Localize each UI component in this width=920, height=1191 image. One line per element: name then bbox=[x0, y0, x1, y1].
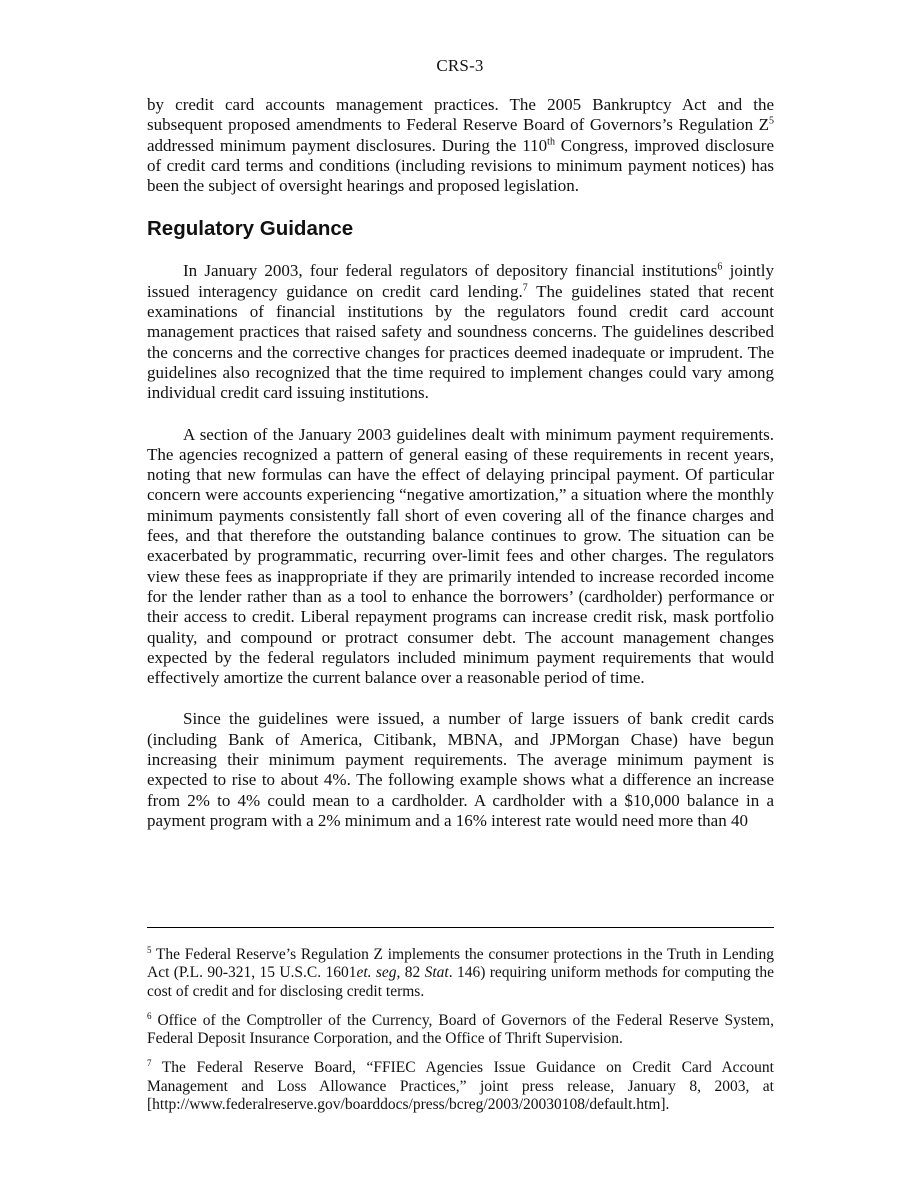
text-run: Congress, improved disclosure of credit card terms and conditions (including revisions to minimum payment notices) has been the subject of oversight hearings and proposed legislation. bbox=[147, 135, 775, 196]
footnote-number: 6 bbox=[147, 1010, 152, 1021]
text-run: Office of the Comptroller of the Currency, Board of Governors of the Federal Reserve System, Federal Deposit Insurance Corporation, and the Office of Thrift Supervision. bbox=[147, 1011, 774, 1048]
paragraph-guidance-intro bbox=[147, 261, 774, 403]
italic-text: Stat bbox=[424, 964, 449, 982]
main-body bbox=[147, 95, 774, 831]
footnotes bbox=[147, 946, 774, 1125]
footnote-ref-7[interactable]: 7 bbox=[522, 282, 528, 294]
footnote-number: 7 bbox=[147, 1058, 152, 1069]
text-run: The guidelines stated that recent examinations of financial institutions by the regulators found credit card account management practices that raised safety and soundness concerns. The guidelines described the concerns and the corrective changes for practices deemed inadequate or imprudent. The guidelines also recognized that the time required to implement changes could vary among individual credit card issuing institutions. bbox=[147, 281, 774, 403]
text-run: by credit card accounts management practices. The 2005 Bankruptcy Act and the subsequent proposed amendments to Federal Reserve Board of Governors’s Regulation Z bbox=[147, 95, 774, 135]
footnote-5 bbox=[147, 946, 774, 1001]
footnote-number: 5 bbox=[147, 944, 152, 955]
page-number-header: CRS-3 bbox=[436, 56, 484, 75]
footnote-ref-6[interactable]: 6 bbox=[717, 261, 723, 273]
italic-text: et. seg bbox=[356, 964, 397, 982]
footnote-6 bbox=[147, 1012, 774, 1049]
text-run: In January 2003, four federal regulators of depository financial institutions bbox=[183, 261, 718, 281]
footnote-ref-5[interactable]: 5 bbox=[769, 115, 774, 127]
paragraph-minimum-payment: A section of the January 2003 guidelines dealt with minimum payment requirements. The agencies recognized a pattern of general easing of these requirements in recent years, noting that new formulas can have the effect of delaying principal payment. Of particular concern were accounts experiencing “negative amortization,” a situation where the monthly minimum payments consistently fall short of even covering all of the finance charges and fees, and that therefore the outstanding balance continues to grow. The situation can be exacerbated by programmatic, recurring over-limit fees and other charges. The regulators view these fees as inappropriate if they are primarily intended to increase recorded income for the lender rather than as a tool to enhance the borrowers’ (cardholder) performance or their access to credit. Liberal repayment programs can increase credit risk, mask portfolio quality, and compound or protract consumer debt. The account management changes expected by the federal regulators included minimum payment requirements that would effectively amortize the current balance over a reasonable period of time. bbox=[147, 424, 774, 688]
text-run: jointly issued interagency guidance on credit card lending. bbox=[147, 261, 774, 301]
paragraph-issuers: Since the guidelines were issued, a number of large issuers of bank credit cards (including Bank of America, Citibank, MBNA, and JPMorgan Chase) have begun increasing their minimum payment requirements. The average minimum payment is expected to rise to about 4%. The following example shows what a difference an increase from 2% to 4% could mean to a cardholder. A cardholder with a $10,000 balance in a payment program with a 2% minimum and a 16% interest rate would need more than 40 bbox=[147, 709, 774, 830]
text-run: , 82 bbox=[396, 964, 425, 982]
footnote-divider bbox=[147, 927, 774, 928]
paragraph-continuation bbox=[147, 95, 774, 196]
text-run: addressed minimum payment disclosures. During the 110 bbox=[147, 135, 548, 155]
text-run: . 146) requiring uniform methods for computing the cost of credit and for disclosing credit terms. bbox=[147, 964, 774, 1000]
text-run: The Federal Reserve Board, “FFIEC Agencies Issue Guidance on Credit Card Account Management and Loss Allowance Practices,” joint press release, January 8, 2003, at [http://www.federalreserve.gov/boarddocs/press/bcreg/2003/20030108/default.htm]. bbox=[147, 1059, 774, 1114]
ordinal-suffix: th bbox=[547, 135, 555, 147]
section-heading: Regulatory Guidance bbox=[147, 217, 354, 241]
footnote-7 bbox=[147, 1059, 774, 1114]
text-run: The Federal Reserve’s Regulation Z implements the consumer protections in the Truth in Lending Act (P.L. 90-321, 15 U.S.C. 1601 bbox=[147, 946, 774, 982]
